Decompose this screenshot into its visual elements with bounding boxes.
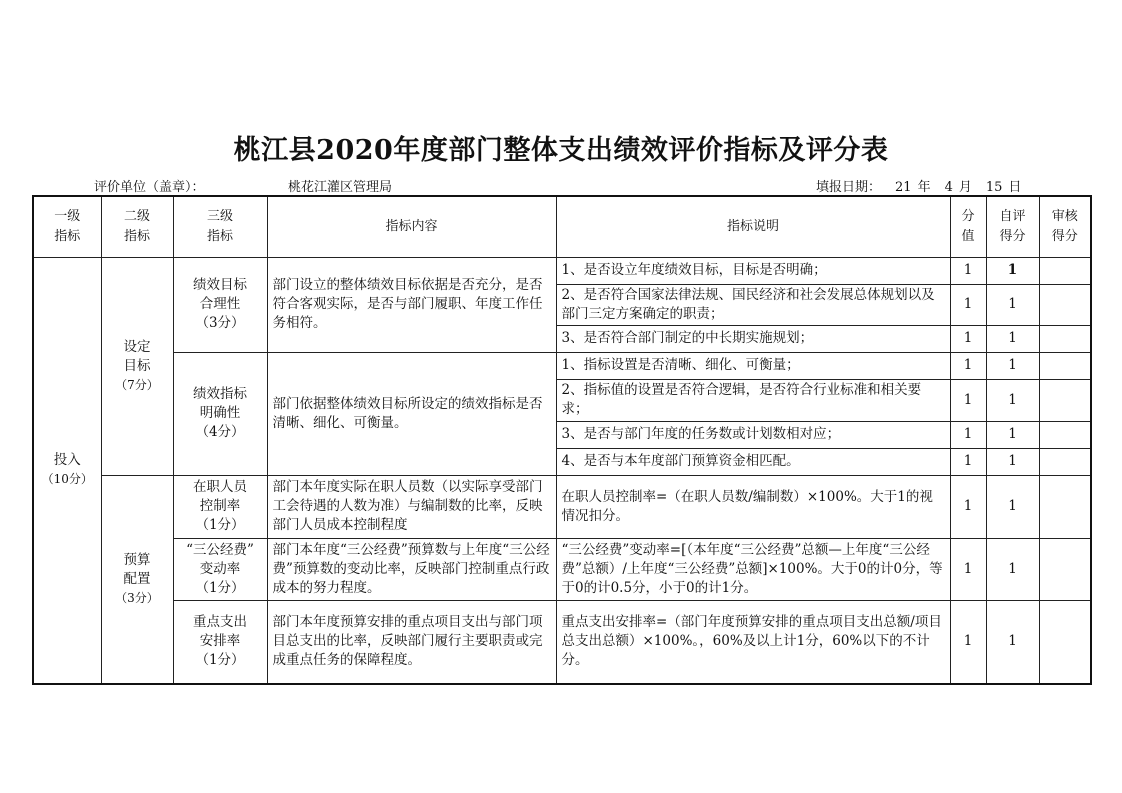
level3-cell: “三公经费” 变动率 （1分） <box>173 538 267 600</box>
content-cell: 部门本年度实际在职人员数（以实际享受部门工会待遇的人数为准）与编制数的比率，反映部门人员成本控制程度 <box>267 475 556 538</box>
self-score-cell: 1 <box>986 538 1039 600</box>
score-cell: 1 <box>950 538 986 600</box>
date-year-char: 年 <box>917 180 931 195</box>
score-cell: 1 <box>950 421 986 448</box>
content-cell: 部门设立的整体绩效目标依据是否充分，是否符合客观实际，是否与部门履职、年度工作任务相符。 <box>267 257 556 352</box>
level1-cell: 投入 （10分） <box>33 257 101 684</box>
content-cell: 部门本年度“三公经费”预算数与上年度“三公经费”预算数的变动比率，反映部门控制重点行政成本的努力程度。 <box>267 538 556 600</box>
date-month-char: 月 <box>958 180 972 195</box>
score-cell: 1 <box>950 600 986 684</box>
description-cell: 2、是否符合国家法律法规、国民经济和社会发展总体规划以及部门三定方案确定的职责； <box>556 284 950 325</box>
score-cell: 1 <box>950 257 986 284</box>
level3-cell: 重点支出 安排率 （1分） <box>173 600 267 684</box>
header-content: 指标内容 <box>267 196 556 257</box>
self-score-cell: 1 <box>986 284 1039 325</box>
description-cell: 2、指标值的设置是否符合逻辑，是否符合行业标准和相关要求； <box>556 379 950 421</box>
self-score-cell: 1 <box>986 257 1039 284</box>
audit-score-cell <box>1039 284 1091 325</box>
table-row <box>33 257 1091 284</box>
description-cell: “三公经费”变动率=[（本年度“三公经费”总额—上年度“三公经费”总额）/上年度“三公经费”总额]×100%。大于0的计0分，等于0的计0.5分，小于0的计1分。 <box>556 538 950 600</box>
date-label: 填报日期： <box>816 180 882 195</box>
report-date <box>816 176 1021 195</box>
score-cell: 1 <box>950 448 986 475</box>
date-day-char: 日 <box>1008 180 1022 195</box>
self-score-cell: 1 <box>986 379 1039 421</box>
description-cell: 3、是否与部门年度的任务数或计划数相对应； <box>556 421 950 448</box>
table-header-row <box>33 196 1091 257</box>
self-score-cell: 1 <box>986 352 1039 379</box>
level3-cell: 在职人员 控制率 （1分） <box>173 475 267 538</box>
header-level2: 二级 指标 <box>101 196 173 257</box>
description-cell: 1、指标设置是否清晰、细化、可衡量； <box>556 352 950 379</box>
self-score-cell: 1 <box>986 448 1039 475</box>
audit-score-cell <box>1039 352 1091 379</box>
audit-score-cell <box>1039 600 1091 684</box>
header-score: 分 值 <box>950 196 986 257</box>
self-score-cell: 1 <box>986 475 1039 538</box>
audit-score-cell <box>1039 421 1091 448</box>
description-cell: 重点支出安排率=（部门年度预算安排的重点项目支出总额/项目总支出总额）×100%。，60%及以上计1分，60%以下的不计分。 <box>556 600 950 684</box>
score-cell: 1 <box>950 284 986 325</box>
self-score-cell: 1 <box>986 325 1039 352</box>
header-level1: 一级 指标 <box>33 196 101 257</box>
audit-score-cell <box>1039 475 1091 538</box>
description-cell: 在职人员控制率=（在职人员数/编制数）×100%。大于1的视情况扣分。 <box>556 475 950 538</box>
evaluation-table <box>32 195 1092 685</box>
header-level3: 三级 指标 <box>173 196 267 257</box>
table-row <box>33 352 1091 379</box>
table-row <box>33 538 1091 600</box>
self-score-cell: 1 <box>986 600 1039 684</box>
page-title: 桃江县2020年度部门整体支出绩效评价指标及评分表 <box>233 135 889 166</box>
description-cell: 3、是否符合部门制定的中长期实施规划； <box>556 325 950 352</box>
level3-cell: 绩效指标 明确性 （4分） <box>173 352 267 475</box>
level2-cell: 预算 配置 （3分） <box>101 475 173 684</box>
header-audit-score: 审核 得分 <box>1039 196 1091 257</box>
date-year: 21 <box>895 180 912 195</box>
audit-score-cell <box>1039 379 1091 421</box>
header-self-score: 自评 得分 <box>986 196 1039 257</box>
date-day: 15 <box>985 180 1003 195</box>
level3-cell: 绩效目标 合理性 （3分） <box>173 257 267 352</box>
score-cell: 1 <box>950 325 986 352</box>
audit-score-cell <box>1039 448 1091 475</box>
score-cell: 1 <box>950 352 986 379</box>
self-score-cell: 1 <box>986 421 1039 448</box>
unit-label: 评价单位（盖章）： <box>94 180 205 195</box>
date-month: 4 <box>944 180 953 195</box>
score-cell: 1 <box>950 379 986 421</box>
table-row <box>33 475 1091 538</box>
audit-score-cell <box>1039 257 1091 284</box>
score-cell: 1 <box>950 475 986 538</box>
table-row <box>33 600 1091 684</box>
header-description: 指标说明 <box>556 196 950 257</box>
content-cell: 部门本年度预算安排的重点项目支出与部门项目总支出的比率，反映部门履行主要职责或完成重点任务的保障程度。 <box>267 600 556 684</box>
description-cell: 4、是否与本年度部门预算资金相匹配。 <box>556 448 950 475</box>
unit-name: 桃花江灌区管理局 <box>288 180 393 195</box>
level2-cell: 设定 目标 （7分） <box>101 257 173 475</box>
content-cell: 部门依据整体绩效目标所设定的绩效指标是否清晰、细化、可衡量。 <box>267 352 556 475</box>
audit-score-cell <box>1039 538 1091 600</box>
description-cell: 1、是否设立年度绩效目标，目标是否明确； <box>556 257 950 284</box>
audit-score-cell <box>1039 325 1091 352</box>
